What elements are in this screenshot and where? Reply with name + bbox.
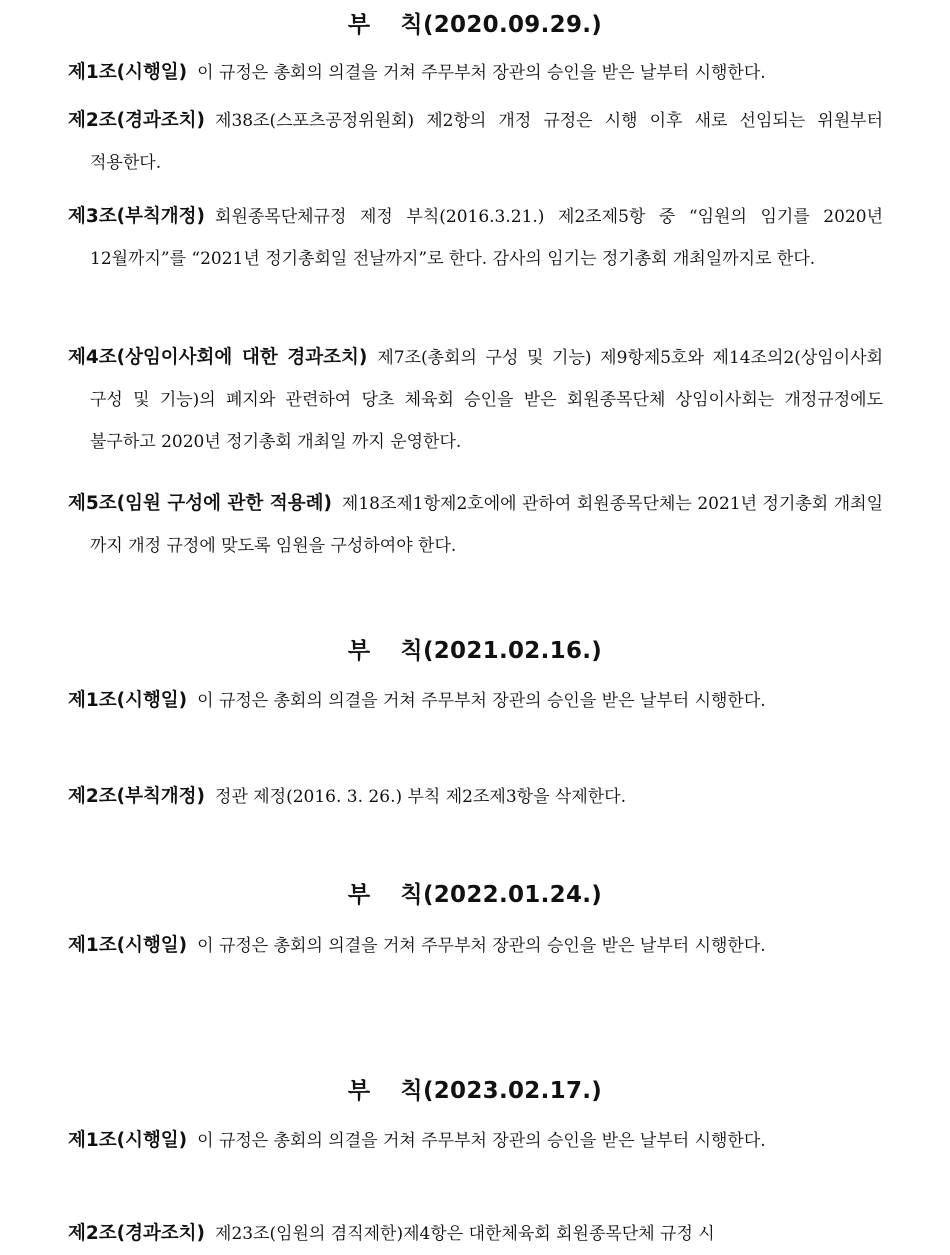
article-heading: 제2조(경과조치)	[68, 110, 206, 131]
article-2020-3	[68, 196, 883, 280]
article-2021-1	[68, 680, 883, 722]
article-heading: 제1조(시행일)	[68, 690, 188, 711]
article-heading: 제2조(부칙개정)	[68, 786, 206, 807]
article-body: 제23조(임원의 겸직제한)제4항은 대한체육회 회원종목단체 규정 시	[215, 1224, 715, 1244]
section-title-2022: 부 칙(2022.01.24.)	[347, 882, 603, 908]
section-title-2020: 부 칙(2020.09.29.)	[347, 12, 603, 38]
article-heading: 제5조(임원 구성에 관한 적용례)	[68, 493, 332, 514]
article-body: 이 규정은 총회의 의결을 거쳐 주무부처 장관의 승인을 받은 날부터 시행한다.	[197, 1131, 766, 1151]
article-body: 제38조(스포츠공정위원회) 제2항의 개정 규정은 시행 이후 새로 선임되는 위원부터 적용한다.	[90, 111, 883, 173]
article-body: 제18조제1항제2호에에 관하여 회원종목단체는 2021년 정기총회 개최일 까지 개정 규정에 맞도록 임원을 구성하여야 한다.	[90, 494, 883, 556]
article-body: 제7조(총회의 구성 및 기능) 제9항제5호와 제14조의2(상임이사회 구성 및 기능)의 폐지와 관련하여 당초 체육회 승인을 받은 회원종목단체 상임이사회는 개정규정에도 불구하고 2020년 정기총회 개최일 까지 운영한다.	[90, 348, 883, 452]
article-body: 이 규정은 총회의 의결을 거쳐 주무부처 장관의 승인을 받은 날부터 시행한다.	[197, 63, 766, 83]
article-heading: 제1조(시행일)	[68, 1130, 188, 1151]
section-title-2023: 부 칙(2023.02.17.)	[347, 1078, 603, 1104]
article-heading: 제1조(시행일)	[68, 935, 188, 956]
article-2022-1	[68, 925, 883, 967]
article-2020-2	[68, 100, 883, 184]
article-2020-4	[68, 337, 883, 463]
article-body: 이 규정은 총회의 의결을 거쳐 주무부처 장관의 승인을 받은 날부터 시행한다.	[197, 691, 766, 711]
article-2020-5	[68, 483, 883, 567]
article-heading: 제3조(부칙개정)	[68, 206, 206, 227]
article-body: 회원종목단체규정 제정 부칙(2016.3.21.) 제2조제5항 중 “임원의 임기를 2020년 12월까지”를 “2021년 정기총회일 전날까지”로 한다. 감사의 임기는 정기총회 개최일까지로 한다.	[90, 207, 883, 269]
section-title-2021: 부 칙(2021.02.16.)	[347, 638, 603, 664]
article-body: 이 규정은 총회의 의결을 거쳐 주무부처 장관의 승인을 받은 날부터 시행한다.	[197, 936, 766, 956]
article-body: 정관 제정(2016. 3. 26.) 부칙 제2조제3항을 삭제한다.	[215, 787, 626, 807]
article-heading: 제4조(상임이사회에 대한 경과조치)	[68, 347, 368, 368]
article-2020-1	[68, 52, 883, 94]
article-2023-2	[68, 1213, 883, 1255]
article-2021-2	[68, 776, 883, 818]
article-2023-1	[68, 1120, 883, 1162]
article-heading: 제2조(경과조치)	[68, 1223, 206, 1244]
article-heading: 제1조(시행일)	[68, 62, 188, 83]
